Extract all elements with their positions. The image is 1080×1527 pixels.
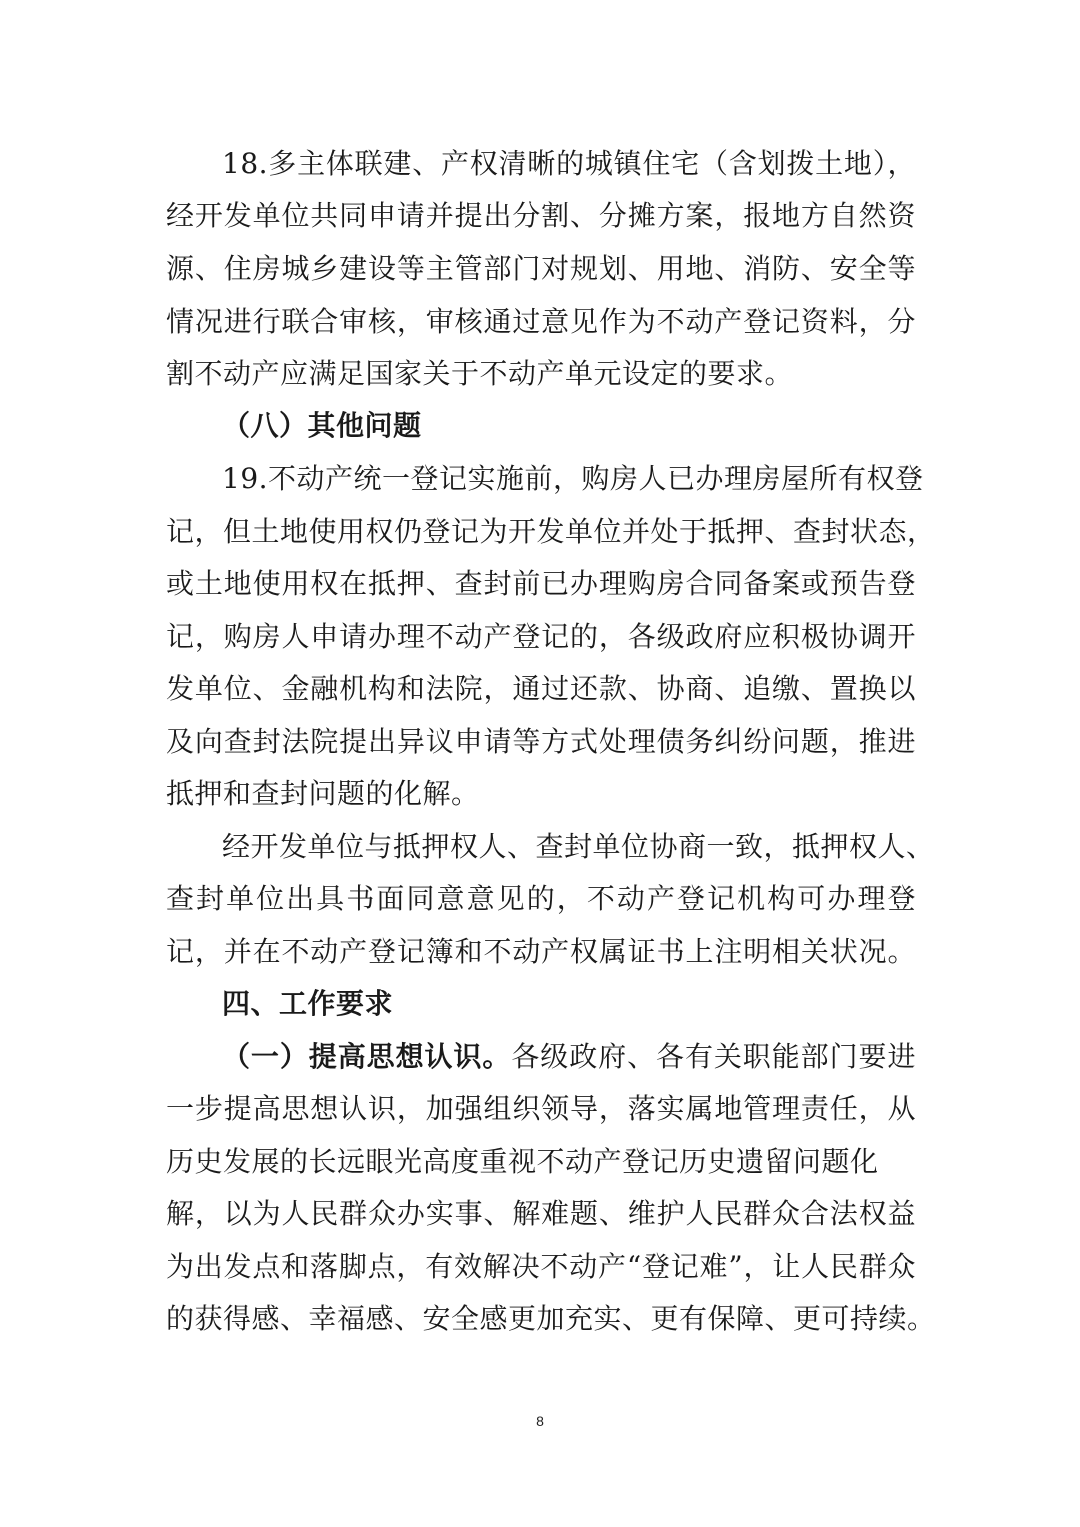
page-number: 8 (536, 1413, 544, 1429)
p18-line-3: 源、住房城乡建设等主管部门对规划、用地、消防、安全等 (166, 252, 916, 285)
work-para-line-5: 为出发点和落脚点，有效解决不动产“登记难”，让人民群众 (166, 1250, 916, 1283)
section-heading-work-requirements: 四、工作要求 (222, 987, 394, 1020)
p19-line-6: 及向查封法院提出异议申请等方式处理债务纠纷问题，推进 (166, 725, 916, 758)
work-para-line-3: 历史发展的长远眼光高度重视不动产登记历史遗留问题化 (166, 1145, 879, 1178)
work-para-line-1 (166, 1031, 916, 1083)
p19-line-7: 抵押和查封问题的化解。 (166, 777, 480, 810)
p19-line-4: 记，购房人申请办理不动产登记的，各级政府应积极协调开 (166, 620, 916, 653)
p18-line-5: 割不动产应满足国家关于不动产单元设定的要求。 (166, 357, 794, 390)
work-para-line-2: 一步提高思想认识，加强组织领导，落实属地管理责任，从 (166, 1092, 916, 1125)
work-para-line-4: 解，以为人民群众办实事、解难题、维护人民群众合法权益 (166, 1197, 916, 1230)
p19-line-5: 发单位、金融机构和法院，通过还款、协商、追缴、置换以 (166, 672, 916, 705)
p18-line-4: 情况进行联合审核，审核通过意见作为不动产登记资料，分 (166, 305, 916, 338)
p19-line-3: 或土地使用权在抵押、查封前已办理购房合同备案或预告登 (166, 567, 916, 600)
work-para-lead: （一）提高思想认识。 (222, 1040, 512, 1073)
work-para-line-6: 的获得感、幸福感、安全感更加充实、更有保障、更可持续。 (166, 1302, 936, 1335)
p19-line-2: 记，但土地使用权仍登记为开发单位并处于抵押、查封状态， (166, 515, 936, 548)
p19b-line-3: 记，并在不动产登记簿和不动产权属证书上注明相关状况。 (166, 935, 916, 968)
p18-line-1: 18.多主体联建、产权清晰的城镇住宅（含划拨土地）， (222, 147, 916, 180)
p18-line-2: 经开发单位共同申请并提出分割、分摊方案，报地方自然资 (166, 199, 916, 232)
work-para-first-rest: 各级政府、各有关职能部门要进 (511, 1040, 916, 1073)
p19b-line-2: 查封单位出具书面同意意见的，不动产登记机构可办理登 (166, 882, 916, 915)
subheading-other-issues: （八）其他问题 (222, 409, 422, 442)
p19b-line-1: 经开发单位与抵押权人、查封单位协商一致，抵押权人、 (222, 830, 935, 863)
p19-line-1: 19.不动产统一登记实施前，购房人已办理房屋所有权登 (222, 462, 924, 495)
